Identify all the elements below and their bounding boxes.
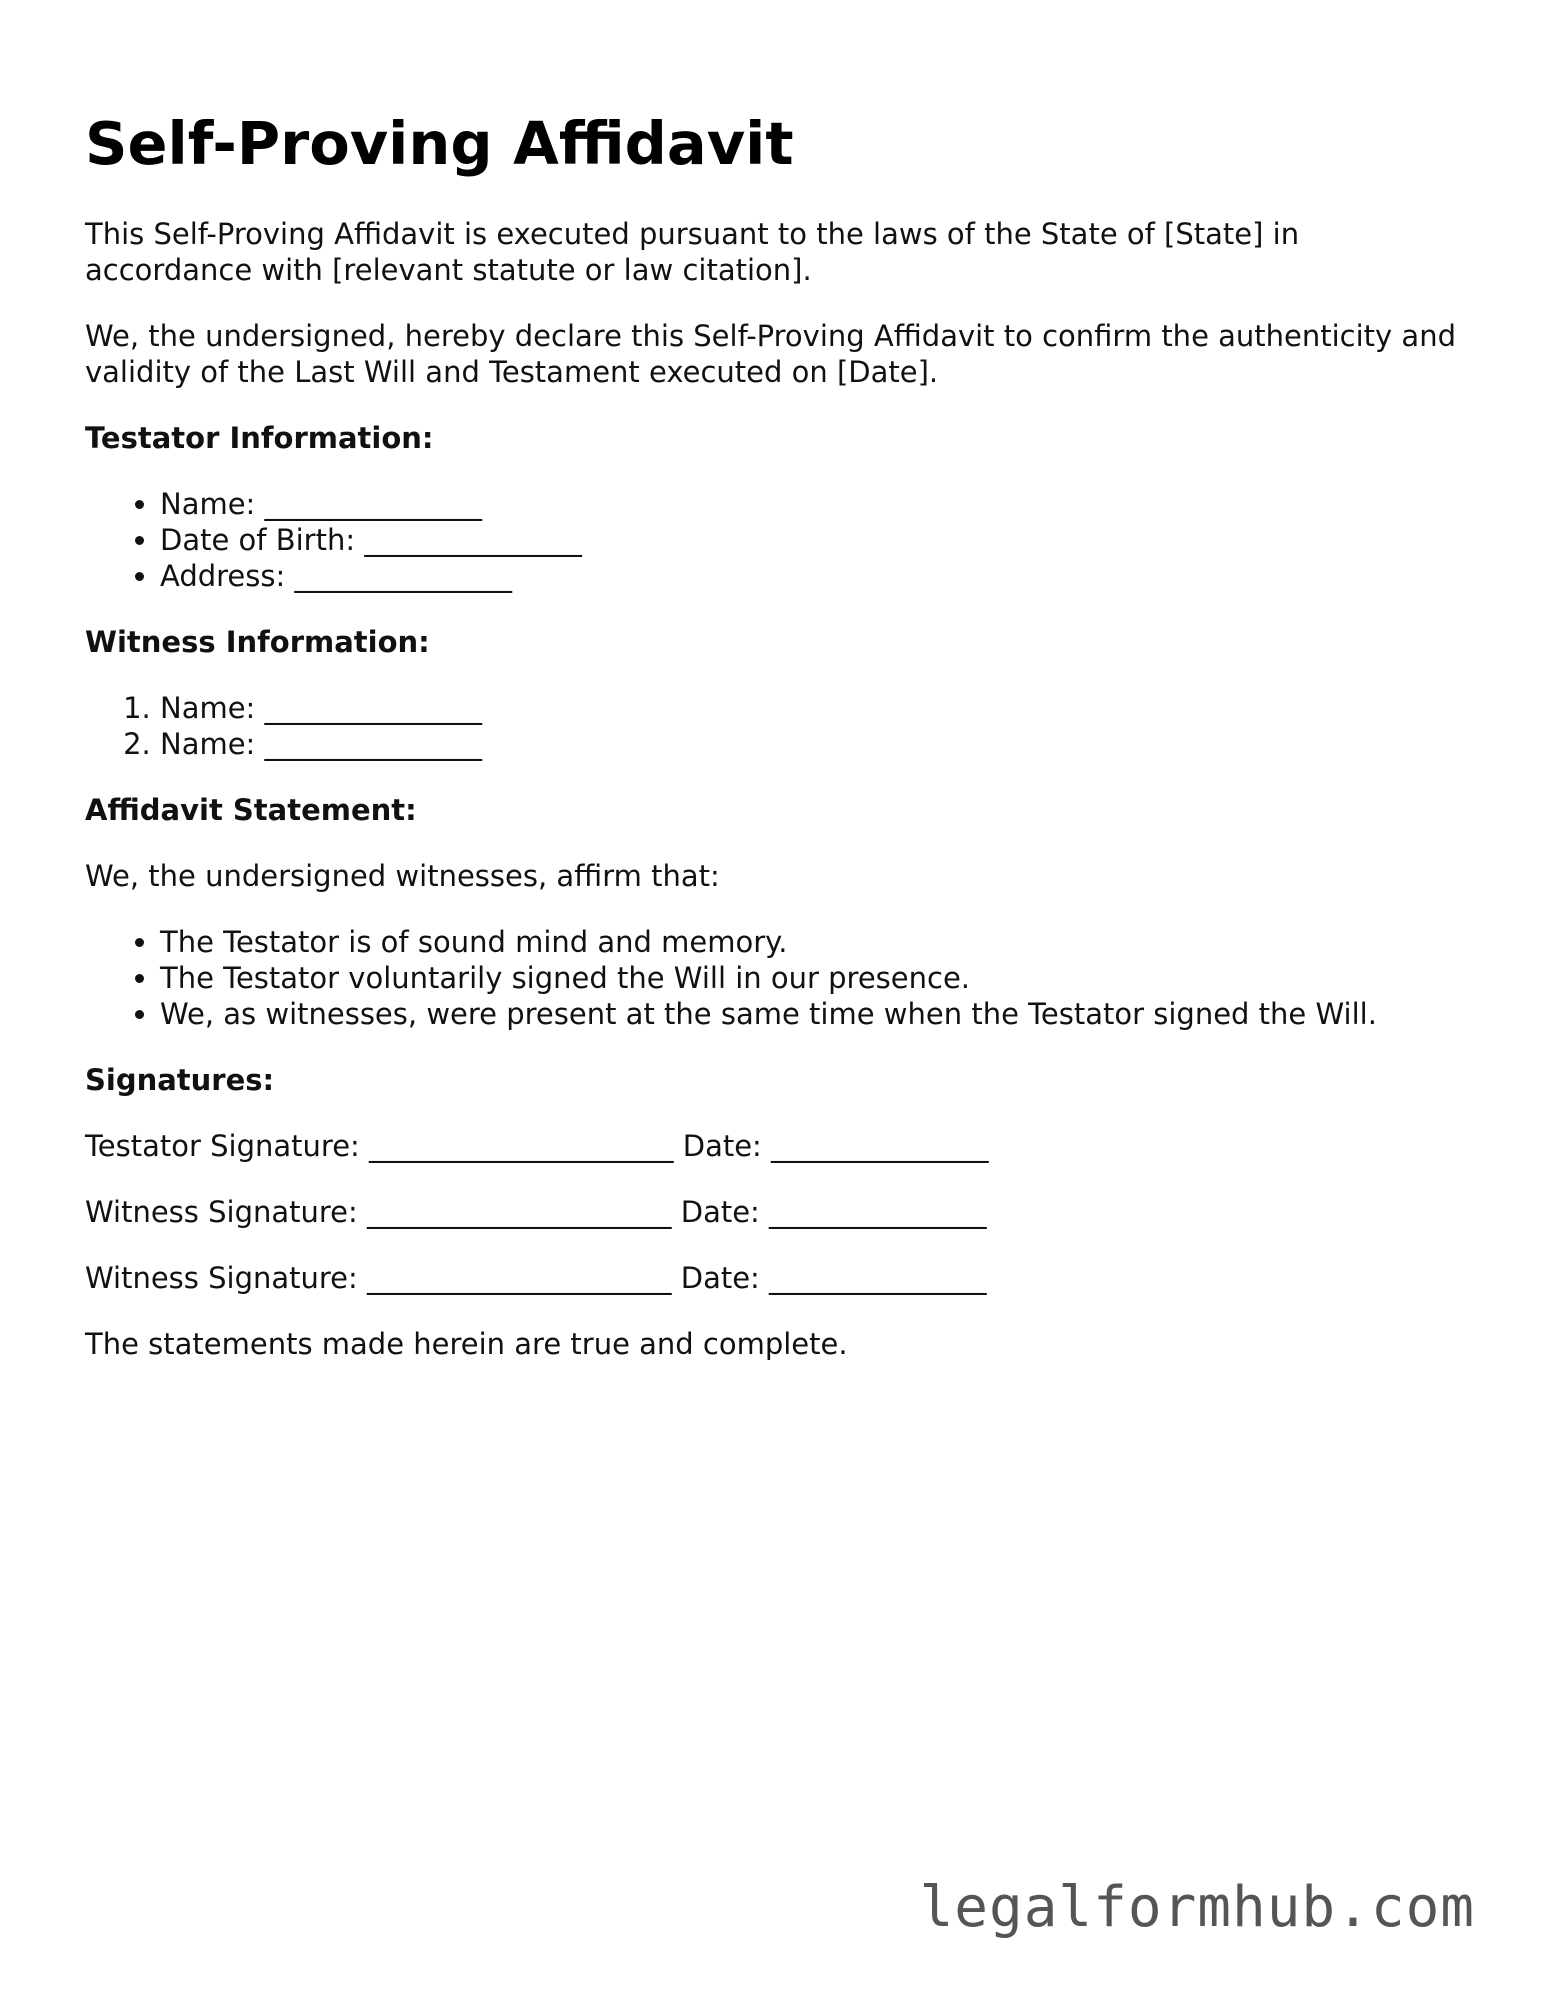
witness-heading: Witness Information: <box>85 625 430 659</box>
testator-dob-item: • Date of Birth: _______________ <box>160 522 1465 558</box>
statement-item-2: • The Testator voluntarily signed the Will in our presence. <box>160 960 1465 996</box>
witness-name-item-1: 1. Name: _______________ <box>160 690 1465 726</box>
statement-list <box>85 924 1465 1032</box>
site-watermark: legalformhub.com <box>919 1875 1475 1940</box>
testator-signature-line: Testator Signature: _____________________ Date: _______________ <box>85 1129 989 1163</box>
statement-heading: Affidavit Statement: <box>85 793 417 827</box>
statement-item-1: • The Testator is of sound mind and memory. <box>160 924 1465 960</box>
witness-signature-line-2: Witness Signature: _____________________ Date: _______________ <box>85 1261 987 1295</box>
witness-name-item-2: 2. Name: _______________ <box>160 726 1465 762</box>
closing-statement: The statements made herein are true and complete. <box>85 1327 848 1361</box>
intro-paragraph: This Self-Proving Affidavit is executed pursuant to the laws of the State of [State] in accordance with [relevant statute or law citation]. <box>85 217 1300 287</box>
statement-item-3: • We, as witnesses, were present at the same time when the Testator signed the Will. <box>160 996 1465 1032</box>
testator-heading: Testator Information: <box>85 421 434 455</box>
testator-address-item: • Address: _______________ <box>160 558 1465 594</box>
declaration-paragraph: We, the undersigned, hereby declare this Self-Proving Affidavit to confirm the authenticity and validity of the Last Will and Testament executed on [Date]. <box>85 319 1456 389</box>
document-page <box>85 108 1465 1392</box>
statement-lead: We, the undersigned witnesses, affirm that: <box>85 859 720 893</box>
signatures-heading: Signatures: <box>85 1063 275 1097</box>
testator-list <box>85 486 1465 594</box>
document-title: Self-Proving Affidavit <box>85 109 794 178</box>
testator-name-item: • Name: _______________ <box>160 486 1465 522</box>
witness-signature-line-1: Witness Signature: _____________________ Date: _______________ <box>85 1195 987 1229</box>
witness-list <box>85 690 1465 762</box>
